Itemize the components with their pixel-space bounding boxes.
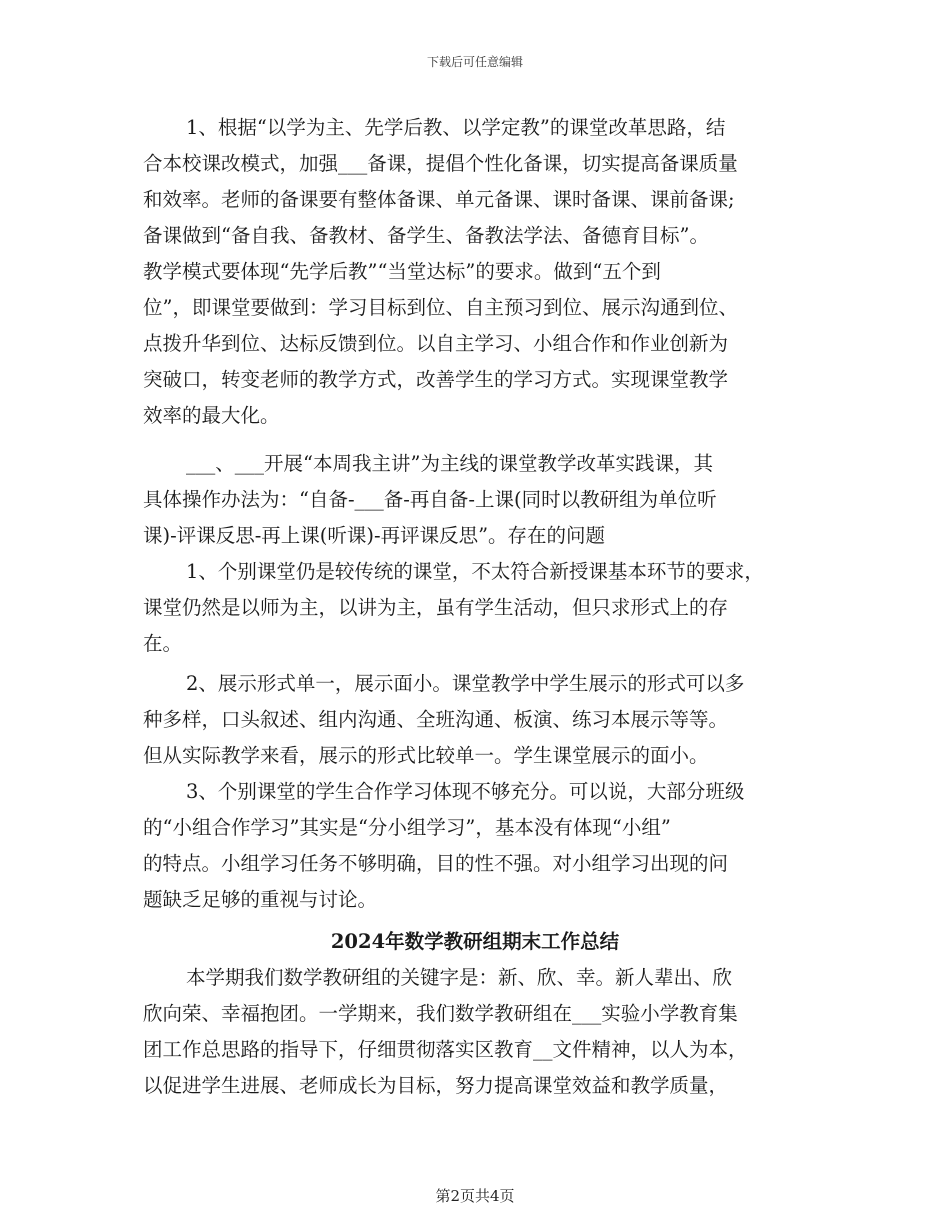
text-line: 课堂仍然是以师为主，以讲为主，虽有学生活动，但只求形式上的存 [143,596,729,619]
page-footer: 第2页共4页 [435,1187,515,1205]
text-line: 教学模式要体现“先学后教”“当堂达标”的要求。做到“五个到 [143,260,661,283]
text-line: 的特点。小组学习任务不够明确，目的性不强。对小组学习出现的问 [143,852,729,875]
text-line: 突破口，转变老师的教学方式，改善学生的学习方式。实现课堂教学 [143,368,729,391]
page-header: 下载后可任意编辑 [426,55,523,69]
text-line: 课)-评课反思-再上课(听课)-再评课反思”。存在的问题 [143,524,606,547]
section-title: 2024年数学教研组期末工作总结 [330,930,620,953]
text-line: 和效率。老师的备课要有整体备课、单元备课、课时备课、课前备课; [143,188,735,211]
text-line: 效率的最大化。 [143,404,280,427]
text-line: 备课做到“备自我、备教材、备学生、备教法学法、备德育目标”。 [143,224,709,247]
text-line: 团工作总思路的指导下，仔细贯彻落实区教育__文件精神，以人为本， [143,1038,748,1061]
text-line: 合本校课改模式，加强___备课，提倡个性化备课，切实提高备课质量 [143,152,738,175]
text-line: 的“小组合作学习”其实是“分小组学习”，基本没有体现“小组” [143,816,671,839]
text-line: 1、个别课堂仍是较传统的课堂，不太符合新授课基本环节的要求， [186,560,764,583]
text-line: 3、个别课堂的学生合作学习体现不够充分。可以说，大部分班级 [186,780,745,803]
text-line: 在。 [143,632,183,655]
text-line: 1、根据“以学为主、先学后教、以学定教”的课堂改革思路，结 [186,116,726,139]
text-line: 本学期我们数学教研组的关键字是：新、欣、幸。新人辈出、欣 [186,966,733,989]
text-line: ___、___开展“本周我主讲”为主线的课堂教学改革实践课，其 [186,452,713,475]
text-line: 种多样，口头叙述、组内沟通、全班沟通、板演、练习本展示等等。 [143,708,729,731]
text-line: 题缺乏足够的重视与讨论。 [143,888,378,911]
text-line: 位”，即课堂要做到：学习目标到位、自主预习到位、展示沟通到位、 [143,296,738,319]
text-line: 具体操作办法为：“自备-___备-再自备-上课(同时以教研组为单位听 [143,488,717,511]
text-line: 2、展示形式单一，展示面小。课堂教学中学生展示的形式可以多 [186,672,745,695]
text-line: 但从实际教学来看，展示的形式比较单一。学生课堂展示的面小。 [143,744,709,767]
text-line: 点拨升华到位、达标反馈到位。以自主学习、小组合作和作业创新为 [143,332,729,355]
text-line: 以促进学生进展、老师成长为目标，努力提高课堂效益和教学质量， [143,1074,729,1097]
text-line: 欣向荣、幸福抱团。一学期来，我们数学教研组在___实验小学教育集 [143,1002,738,1025]
